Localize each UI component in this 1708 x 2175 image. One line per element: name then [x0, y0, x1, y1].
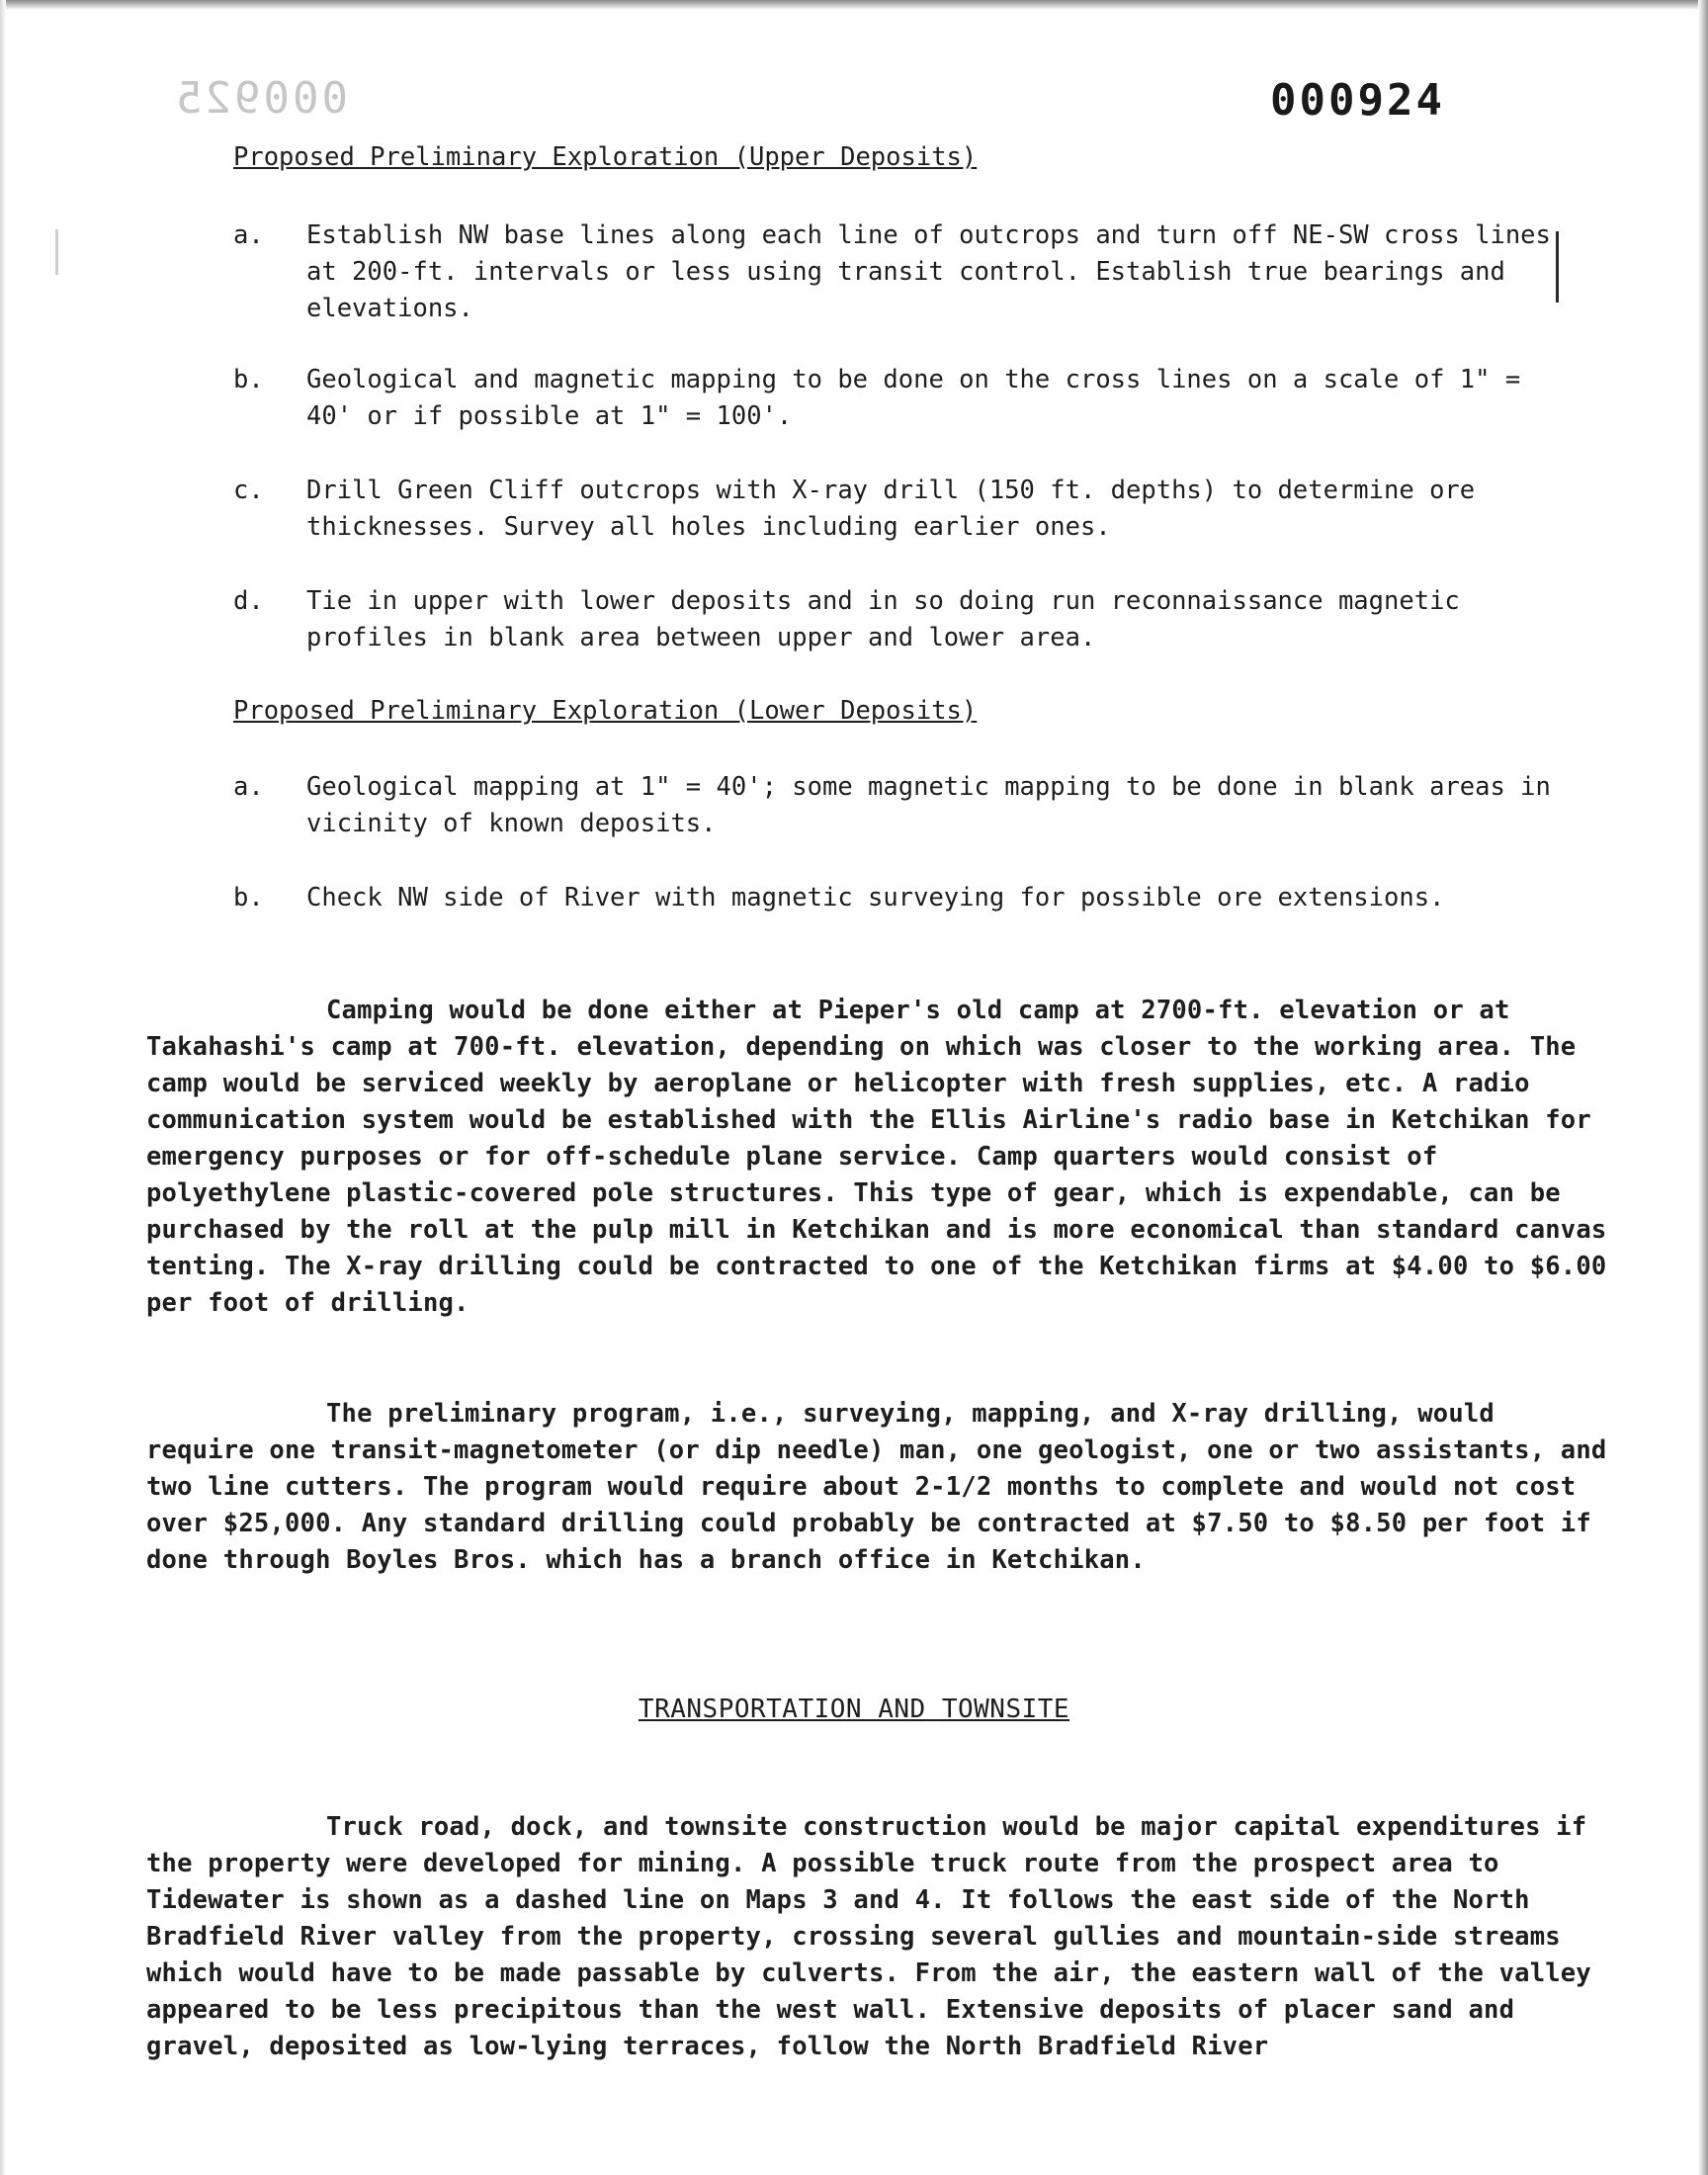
lower-item-b — [233, 880, 1558, 916]
item-marker: a. — [233, 772, 264, 802]
item-marker: b. — [233, 883, 264, 913]
lower-deposits-heading: Proposed Preliminary Exploration (Lower Deposits) — [233, 696, 978, 726]
lower-item-a — [233, 769, 1558, 842]
scan-edge-left — [0, 0, 6, 2175]
camping-paragraph: Camping would be done either at Pieper's old camp at 2700-ft. elevation or at Takahashi's camp at 700-ft. elevation, depending on which was closer to the working area. The camp would be serviced weekly by aeroplane or helicopter with fresh supplies, etc. A radio communication system would be established with the Ellis Airline's radio base in Ketchikan for emergency purposes or for off-schedule plane service. Camp quarters would consist of polyethylene plastic-covered pole structures. This type of gear, which is expendable, can be purchased by the roll at the pulp mill in Ketchikan and is more economical than standard canvas tenting. The X-ray drilling could be contracted to one of the Ketchikan firms at $4.00 to $6.00 per foot of drilling. — [146, 996, 1607, 1318]
item-marker: a. — [233, 220, 264, 250]
page-number: 000924 — [1270, 75, 1445, 126]
upper-item-b — [233, 362, 1558, 435]
item-marker: d. — [233, 586, 264, 616]
program-paragraph: The preliminary program, i.e., surveying, mapping, and X-ray drilling, would require one transit-magnetometer (or dip needle) man, one geologist, one or two assistants, and two line cutters. The program would require about 2-1/2 months to complete and would not cost over $25,000. Any standard drilling could probably be contracted at $7.50 to $8.50 per foot if done through Boyles Bros. which has a branch office in Ketchikan. — [146, 1399, 1607, 1575]
scan-artifact-mark — [55, 229, 58, 275]
item-text: Geological mapping at 1" = 40'; some magnetic mapping to be done in blank areas in vicinity of known deposits. — [306, 772, 1551, 838]
scan-edge-top — [0, 0, 1708, 10]
item-text: Establish NW base lines along each line of outcrops and turn off NE-SW cross lines at 200-ft. intervals or less using transit control. Establish true bearings and elevations. — [306, 220, 1551, 323]
upper-deposits-heading: Proposed Preliminary Exploration (Upper Deposits) — [233, 142, 978, 172]
upper-item-d — [233, 583, 1558, 656]
item-text: Check NW side of River with magnetic surveying for possible ore extensions. — [306, 883, 1445, 913]
item-text: Geological and magnetic mapping to be done on the cross lines on a scale of 1" = 40' or if possible at 1" = 100'. — [306, 365, 1521, 431]
transportation-heading: TRANSPORTATION AND TOWNSITE — [638, 1695, 1070, 1724]
item-text: Tie in upper with lower deposits and in so doing run reconnaissance magnetic profiles in blank area between upper and lower area. — [306, 586, 1460, 652]
item-text: Drill Green Cliff outcrops with X-ray drill (150 ft. depths) to determine ore thicknesses. Survey all holes including earlier ones. — [306, 476, 1476, 542]
item-marker: c. — [233, 476, 264, 505]
upper-item-a — [233, 218, 1558, 327]
bleed-through-page-number: 000925 — [173, 73, 348, 124]
upper-item-c — [233, 473, 1558, 546]
item-marker: b. — [233, 365, 264, 394]
transportation-paragraph: Truck road, dock, and townsite construction would be major capital expenditures if the property were developed for mining. A possible truck route from the prospect area to Tidewater is shown as a dashed line on Maps 3 and 4. It follows the east side of the North Bradfield River valley from the property, crossing several gullies and mountain-side streams which would have to be made passable by culverts. From the air, the eastern wall of the valley appeared to be less precipitous than the west wall. Extensive deposits of placer sand and gravel, deposited as low-lying terraces, follow the North Bradfield River — [146, 1812, 1591, 2061]
scan-edge-right — [1698, 0, 1708, 2175]
